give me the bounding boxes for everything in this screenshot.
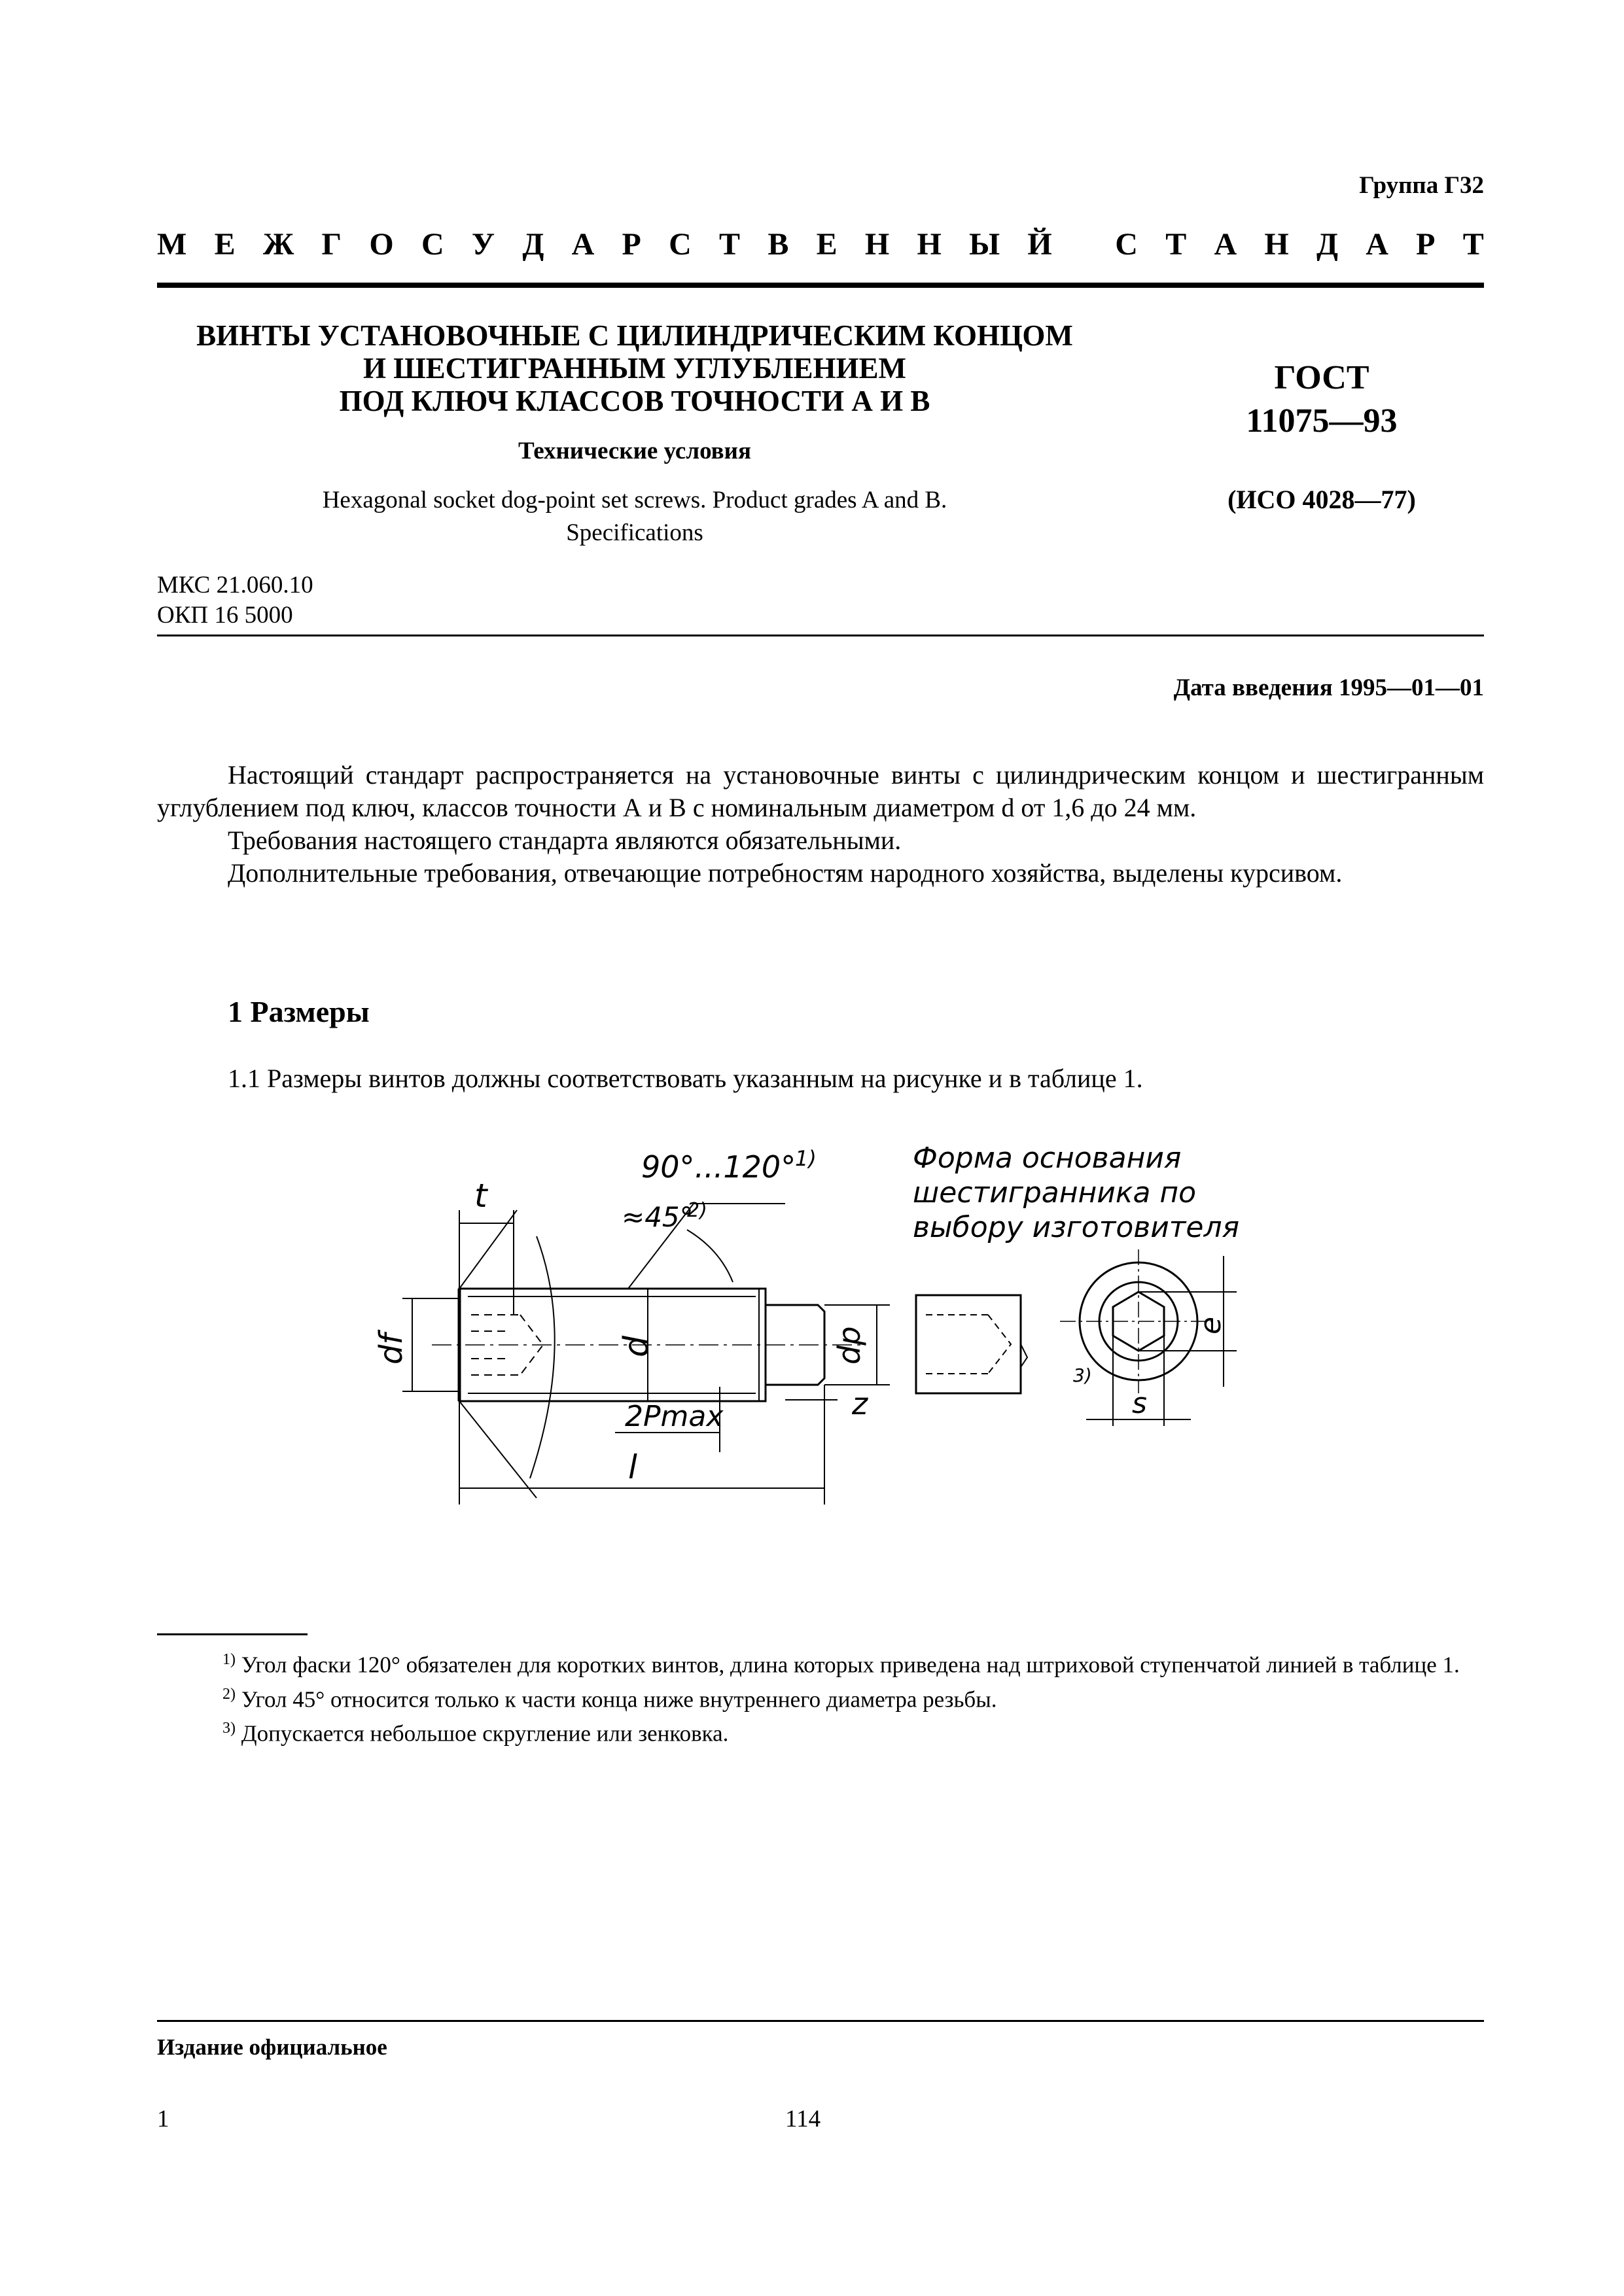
mks-code: МКС 21.060.10 bbox=[157, 572, 313, 599]
footnote-1: $^{1)}$ Угол фаски 120° обязателен для коротких винтов, длина которых приведена над штриховой ступенчатой линией в таблице 1. bbox=[222, 1651, 1460, 1678]
codes-rule bbox=[157, 635, 1484, 636]
angle45-note: 2) bbox=[687, 1199, 707, 1222]
interstate-letter: У bbox=[471, 227, 495, 262]
document-title bbox=[157, 319, 1112, 417]
interstate-letter: Т bbox=[719, 227, 741, 262]
interstate-letter: Р bbox=[622, 227, 641, 262]
interstate-letter: М bbox=[157, 227, 187, 262]
header-rule bbox=[157, 283, 1484, 288]
interstate-letter: А bbox=[571, 227, 595, 262]
interstate-letter: Д bbox=[522, 227, 544, 262]
dim-dp-label: dp bbox=[832, 1326, 867, 1365]
interstate-letter: Р bbox=[1416, 227, 1436, 262]
gost-label: ГОСТ bbox=[1274, 359, 1369, 396]
intro-paragraph-2: Требования настоящего стандарта являются обязательными. bbox=[228, 826, 902, 855]
page-number-left: 1 bbox=[157, 2106, 169, 2132]
title-line-3: ПОД КЛЮЧ КЛАССОВ ТОЧНОСТИ А И В bbox=[339, 385, 930, 417]
english-title bbox=[157, 484, 1112, 549]
gost-designation bbox=[1152, 357, 1492, 443]
dim-df-label: df bbox=[373, 1333, 410, 1365]
interstate-standard-heading bbox=[157, 226, 1484, 262]
okp-code: ОКП 16 5000 bbox=[157, 602, 293, 629]
interstate-letter: Н bbox=[917, 227, 942, 262]
footnote-rule bbox=[157, 1633, 308, 1635]
title-line-1: ВИНТЫ УСТАНОВОЧНЫЕ С ЦИЛИНДРИЧЕСКИМ КОНЦОМ bbox=[196, 319, 1073, 352]
intro-text bbox=[157, 759, 1484, 890]
note-line-1: Форма основания bbox=[913, 1141, 1182, 1175]
interstate-letter: Н bbox=[864, 227, 890, 262]
section-heading: 1 Размеры bbox=[228, 995, 370, 1028]
dim-s-label: s bbox=[1132, 1387, 1147, 1420]
dim-d-label: d bbox=[617, 1335, 656, 1357]
edition-label: Издание официальное bbox=[157, 2034, 387, 2060]
note-line-2: шестигранника по bbox=[913, 1176, 1197, 1209]
interstate-letter: Н bbox=[1264, 227, 1289, 262]
interstate-letter: О bbox=[369, 227, 394, 262]
interstate-letter: Й bbox=[1027, 227, 1052, 262]
interstate-letter: С bbox=[421, 227, 444, 262]
socket-detail bbox=[916, 1295, 1021, 1393]
interstate-letter: Ы bbox=[969, 227, 1000, 262]
interstate-word-gap bbox=[1080, 226, 1087, 262]
angle-label: 90°...120° bbox=[641, 1149, 796, 1185]
interstate-letter: С bbox=[1115, 227, 1138, 262]
footnote-3: $^{3)}$ Допускается небольшое скругление или зенковка. bbox=[222, 1720, 729, 1747]
group-code: Группа Г32 bbox=[1359, 172, 1484, 199]
dim-t-label: t bbox=[474, 1177, 487, 1215]
dim-2pmax-label: 2Pmax bbox=[625, 1400, 724, 1433]
interstate-letter: А bbox=[1366, 227, 1388, 262]
iso-reference: (ИСО 4028—77) bbox=[1227, 485, 1416, 514]
dim-z-label: z bbox=[852, 1386, 868, 1421]
clause-1-1: 1.1 Размеры винтов должны соответствовать указанным на рисунке и в таблице 1. bbox=[228, 1064, 1143, 1093]
interstate-letter: Г bbox=[321, 227, 342, 262]
interstate-letter: Е bbox=[816, 227, 838, 262]
interstate-letter: С bbox=[669, 227, 692, 262]
english-title-line-1: Hexagonal socket dog-point set screws. Product grades A and B. bbox=[322, 487, 947, 513]
introduction-date: Дата введения 1995—01—01 bbox=[1173, 674, 1484, 701]
intro-paragraph-3: Дополнительные требования, отвечающие потребностям народного хозяйства, выделены курсивом. bbox=[228, 858, 1343, 888]
english-title-line-2: Specifications bbox=[566, 519, 703, 546]
angle-note: 1) bbox=[795, 1146, 817, 1171]
footer-rule bbox=[157, 2020, 1484, 2022]
classification-codes bbox=[157, 570, 313, 631]
document-subtitle: Технические условия bbox=[518, 438, 751, 464]
dim-e-label: e bbox=[1194, 1316, 1227, 1334]
footnotes bbox=[157, 1645, 1484, 1748]
angle45-label: ≈45° bbox=[622, 1201, 694, 1233]
dim-l-label: l bbox=[628, 1448, 637, 1486]
note-line-3: выбору изготовителя bbox=[913, 1211, 1240, 1244]
interstate-letter: А bbox=[1214, 227, 1237, 262]
title-line-2: И ШЕСТИГРАННЫМ УГЛУБЛЕНИЕМ bbox=[362, 352, 907, 385]
interstate-letter: Д bbox=[1316, 227, 1338, 262]
gost-number: 11075—93 bbox=[1246, 402, 1398, 440]
interstate-letter: Т bbox=[1462, 227, 1484, 262]
page-number: 114 bbox=[785, 2106, 821, 2132]
intro-paragraph-1: Настоящий стандарт распространяется на установочные винты с цилиндрическим концом и шестигранным углублением под ключ, классов точности А и В с номинальным диаметром d от 1,6 до 24 мм. bbox=[157, 760, 1484, 822]
interstate-letter: Ж bbox=[262, 227, 294, 262]
interstate-letter: Е bbox=[214, 227, 236, 262]
interstate-letter: Т bbox=[1165, 227, 1187, 262]
screw-drawing bbox=[366, 1125, 1309, 1518]
note-3-label: 3) bbox=[1073, 1365, 1092, 1386]
footnote-2: $^{2)}$ Угол 45° относится только к части конца ниже внутреннего диаметра резьбы. bbox=[222, 1685, 997, 1713]
interstate-letter: В bbox=[768, 227, 789, 262]
